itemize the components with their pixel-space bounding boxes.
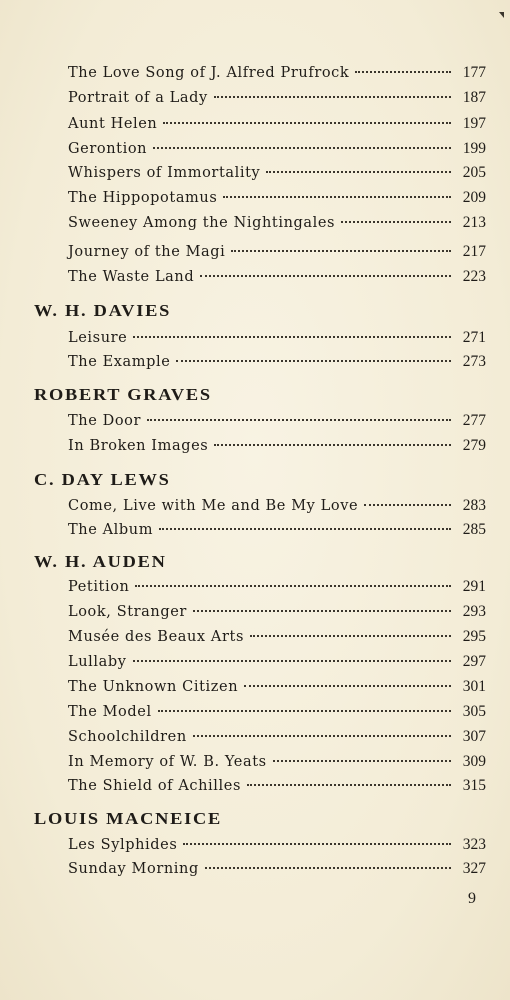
toc-entry: [68, 753, 486, 771]
dot-leader: [364, 504, 451, 506]
toc-entry: [68, 164, 486, 182]
toc-entry: [68, 603, 486, 621]
entry-title: The Shield of Achilles: [68, 778, 241, 794]
entry-page: 297: [462, 653, 486, 670]
entry-title: Sweeney Among the Nightingales: [68, 215, 336, 231]
entry-page: 295: [462, 628, 486, 645]
dot-leader: [205, 867, 451, 869]
entry-page: 177: [462, 64, 486, 81]
dot-leader: [176, 360, 451, 362]
dot-leader: [193, 610, 451, 612]
entry-title: Aunt Helen: [68, 116, 158, 132]
toc-entry: [68, 521, 486, 539]
entry-page: 279: [462, 437, 486, 454]
entry-title: The Example: [68, 354, 171, 370]
entry-page: 283: [462, 497, 486, 514]
entry-page: 301: [462, 678, 486, 695]
toc-entry: [68, 628, 486, 646]
toc-entry: [68, 353, 486, 371]
dot-leader: [273, 760, 451, 762]
entry-page: 209: [462, 189, 486, 206]
toc-entry: [68, 578, 486, 596]
entry-page: 187: [462, 89, 486, 106]
page-number: 9: [468, 890, 476, 907]
section-heading: ROBERT GRAVES: [34, 385, 212, 404]
entry-page: 205: [462, 164, 486, 181]
entry-page: 307: [462, 728, 486, 745]
entry-page: 291: [462, 578, 486, 595]
toc-entry: [68, 115, 486, 133]
entry-page: 305: [462, 703, 486, 720]
toc-entry: [68, 497, 486, 515]
entry-title: Schoolchildren: [68, 729, 187, 745]
entry-title: The Album: [68, 522, 154, 538]
toc-entry: [68, 64, 486, 82]
toc-entry: [68, 653, 486, 671]
toc-entry: [68, 243, 486, 261]
entry-title: The Waste Land: [68, 269, 195, 285]
toc-entry: [68, 437, 486, 455]
toc-entry: [68, 189, 486, 207]
entry-title: The Door: [68, 413, 142, 429]
entry-page: 315: [462, 777, 486, 794]
dot-leader: [163, 122, 451, 124]
entry-page: 217: [462, 243, 486, 260]
section-heading: W. H. DAVIES: [34, 301, 172, 320]
entry-title: Come, Live with Me and Be My Love: [68, 498, 359, 514]
entry-title: Leisure: [68, 330, 128, 346]
entry-title: Gerontion: [68, 141, 148, 157]
entry-title: Journey of the Magi: [68, 244, 226, 260]
toc-entry: [68, 140, 486, 158]
dot-leader: [341, 221, 451, 223]
entry-title: In Memory of W. B. Yeats: [68, 754, 267, 770]
entry-page: 213: [462, 214, 486, 231]
toc-entry: [68, 89, 486, 107]
entry-page: 285: [462, 521, 486, 538]
dot-leader: [223, 196, 451, 198]
dot-leader: [135, 585, 451, 587]
dot-leader: [193, 735, 451, 737]
dot-leader: [183, 843, 451, 845]
toc-entry: [68, 329, 486, 347]
entry-title: The Hippopotamus: [68, 190, 218, 206]
dot-leader: [250, 635, 451, 637]
toc-entry: [68, 777, 486, 795]
toc-entry: [68, 268, 486, 286]
entry-page: 223: [462, 268, 486, 285]
corner-mark: [499, 12, 504, 18]
entry-title: The Unknown Citizen: [68, 679, 239, 695]
dot-leader: [133, 660, 451, 662]
entry-title: Musée des Beaux Arts: [68, 629, 244, 645]
entry-title: Portrait of a Lady: [68, 90, 208, 106]
entry-page: 197: [462, 115, 486, 132]
toc-entry: [68, 412, 486, 430]
entry-page: 327: [462, 860, 486, 877]
entry-title: Les Sylphides: [68, 837, 178, 853]
entry-title: Sunday Morning: [68, 861, 199, 877]
dot-leader: [244, 685, 451, 687]
section-heading: LOUIS MACNEICE: [34, 809, 222, 828]
toc-entry: [68, 836, 486, 854]
toc-entry: [68, 678, 486, 696]
dot-leader: [214, 96, 451, 98]
dot-leader: [147, 419, 451, 421]
entry-title: Petition: [68, 579, 130, 595]
toc-entry: [68, 214, 486, 232]
entry-title: Whispers of Immortality: [68, 165, 261, 181]
entry-page: 199: [462, 140, 486, 157]
entry-title: In Broken Images: [68, 438, 209, 454]
entry-page: 323: [462, 836, 486, 853]
toc-entry: [68, 728, 486, 746]
dot-leader: [133, 336, 451, 338]
entry-page: 309: [462, 753, 486, 770]
dot-leader: [266, 171, 451, 173]
dot-leader: [231, 250, 451, 252]
dot-leader: [153, 147, 451, 149]
dot-leader: [247, 784, 451, 786]
section-heading: C. DAY LEWS: [34, 470, 171, 489]
dot-leader: [158, 710, 451, 712]
entry-page: 273: [462, 353, 486, 370]
entry-title: Lullaby: [68, 654, 127, 670]
dot-leader: [355, 71, 451, 73]
dot-leader: [214, 444, 451, 446]
entry-page: 293: [462, 603, 486, 620]
entry-title: The Love Song of J. Alfred Prufrock: [68, 65, 350, 81]
entry-page: 271: [462, 329, 486, 346]
entry-title: Look, Stranger: [68, 604, 187, 620]
dot-leader: [200, 275, 451, 277]
dot-leader: [159, 528, 451, 530]
entry-page: 277: [462, 412, 486, 429]
toc-entry: [68, 703, 486, 721]
section-heading: W. H. AUDEN: [34, 552, 167, 571]
toc-entry: [68, 860, 486, 878]
entry-title: The Model: [68, 704, 152, 720]
